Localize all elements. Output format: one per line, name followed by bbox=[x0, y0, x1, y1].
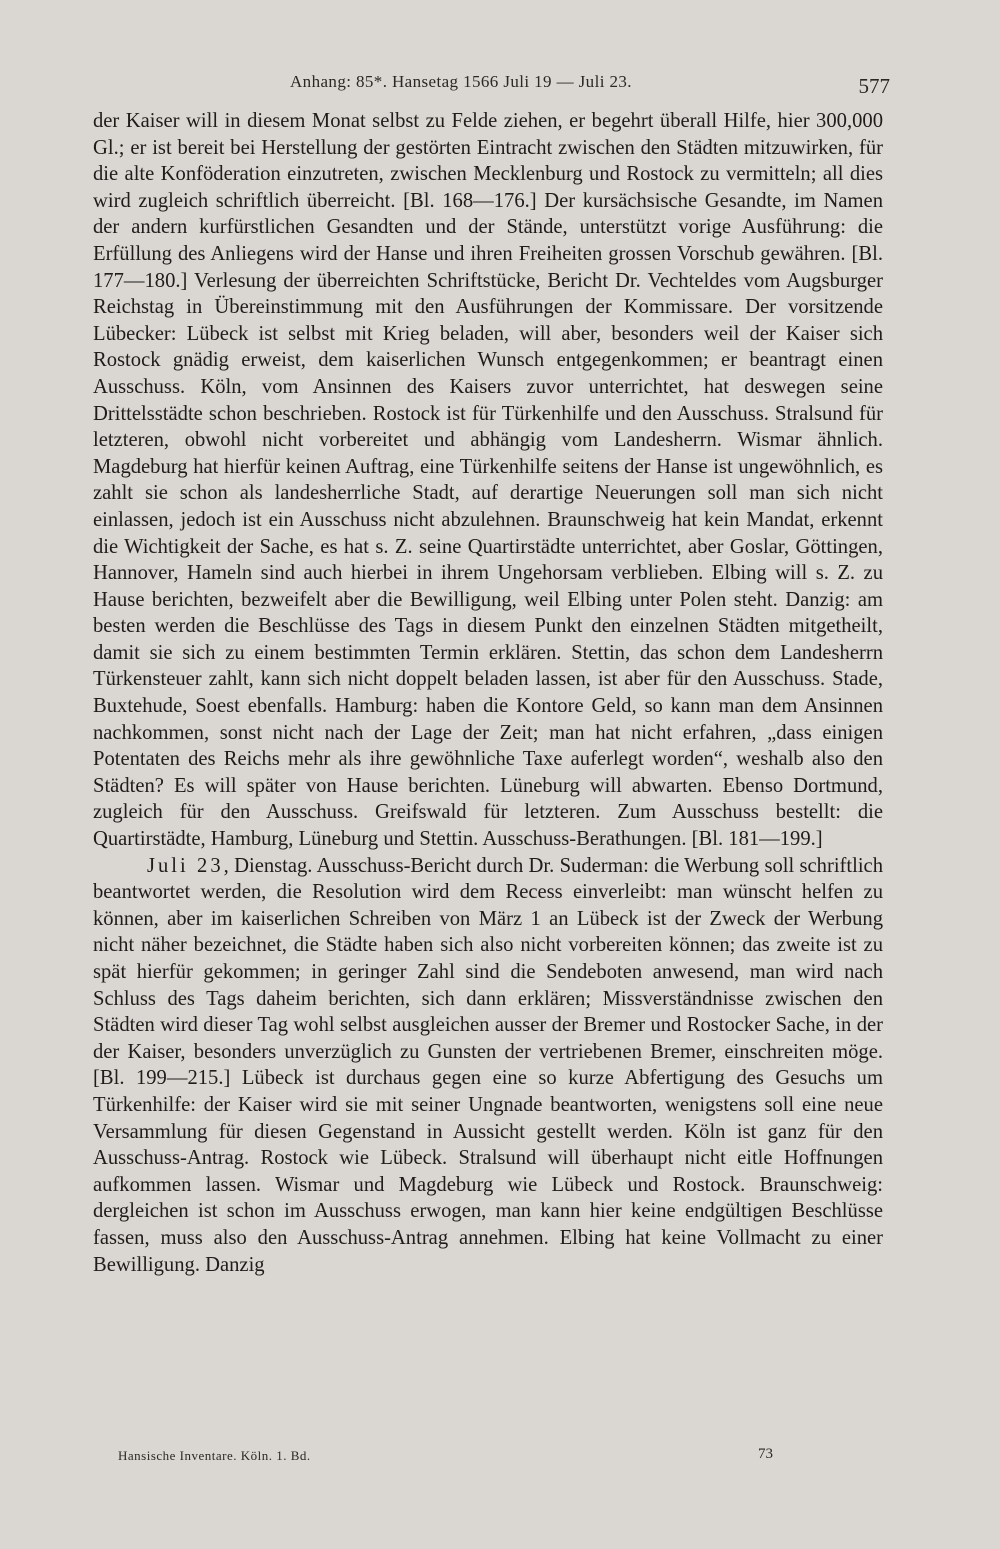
paragraph-2-date: Juli 23 bbox=[147, 854, 224, 877]
footer-sheet-number: 73 bbox=[758, 1446, 773, 1462]
paragraph-1: der Kaiser will in diesem Monat selbst zu Felde ziehen, er begehrt überall Hilfe, hier 300,000 Gl.; er ist bereit bei Herstellung der gestörten Eintracht zwischen den Städten mitzuwirken, für die alte Konföderation einzutreten, zwischen Mecklenburg und Rostock zu vermitteln; all dies wird zugleich schriftlich überreicht. [Bl. 168—176.] Der kursächsische Gesandte, im Namen der andern kurfürstlichen Gesandten und der Stände, unterstützt vorige Ausführung: die Erfüllung des Anliegens wird der Hanse und ihren Freiheiten grossen Vorschub gewähren. [Bl. 177—180.] Verlesung der überreichten Schriftstücke, Bericht Dr. Vechteldes vom Augsburger Reichstag in Übereinstimmung mit den Ausführungen der Kommissare. Der vorsitzende Lübecker: Lübeck ist selbst mit Krieg beladen, will aber, besonders weil der Kaiser sich Rostock gnädig erweist, dem kaiserlichen Wunsch entgegenkommen; er beantragt einen Ausschuss. Köln, vom Ansinnen des Kaisers zuvor unterrichtet, hat deswegen seine Drittelsstädte schon beschrieben. Rostock ist für Türkenhilfe und den Ausschuss. Stralsund für letzteren, obwohl nicht vorbereitet und abhängig vom Landesherrn. Wismar ähnlich. Magdeburg hat hierfür keinen Auftrag, eine Türkenhilfe seitens der Hanse ist ungewöhnlich, es zahlt sie schon als landesherrliche Stadt, auf derartige Neuerungen soll man sich nicht einlassen, jedoch ist ein Ausschuss nicht abzulehnen. Braunschweig hat kein Mandat, erkennt die Wichtigkeit der Sache, es hat s. Z. seine Quartirstädte unterrichtet, aber Goslar, Göttingen, Hannover, Hameln sind auch hierbei in ihrem Ungehorsam verblieben. Elbing will s. Z. zu Hause berichten, bezweifelt aber die Bewilligung, weil Elbing unter Polen steht. Danzig: am besten werden die Beschlüsse des Tags in diesem Punkt den einzelnen Städten mitgetheilt, damit sie sich zu einem bestimmten Termin erklären. Stettin, das schon dem Landesherrn Türkensteuer zahlt, kann sich nicht doppelt beladen lassen, ist aber für den Ausschuss. Stade, Buxtehude, Soest ebenfalls. Hamburg: haben die Kontore Geld, so kann man dem Ansinnen nachkommen, sonst nicht nach der Lage der Zeit; man hat nicht erfahren, „dass einigen Potentaten des Reichs mehr als ihre gewöhnliche Taxe auferlegt worden“, weshalb also den Städten? Es will später von Hause berichten. Lüneburg will abwarten. Ebenso Dortmund, zugleich für den Ausschuss. Greifswald für letzteren. Zum Ausschuss bestellt: die Quartirstädte, Hamburg, Lüneburg und Stettin. Ausschuss-Berathungen. [Bl. 181—199.] bbox=[93, 110, 883, 851]
paragraph-2-text: , Dienstag. Ausschuss-Bericht durch Dr. Suderman: die Werbung soll schriftlich beantwortet werden, die Resolution wird dem Recess einverleibt: man wünscht helfen zu können, aber im kaiserlichen Schreiben von März 1 an Lübeck ist der Zweck der Werbung nicht näher bezeichnet, die Städte haben sich also nicht vorbereiten können; das zweite ist zu spät hierfür gekommen; in geringer Zahl sind die Sendeboten anwesend, man wird nach Schluss des Tags daheim berichten, sich dann erklären; Missverständnisse zwischen den Städten wird dieser Tag wohl selbst ausgleichen ausser der Bremer und Rostocker Sache, in der der Kaiser, besonders unverzüglich zu Gunsten der vertriebenen Bremer, einschreiten möge. [Bl. 199—215.] Lübeck ist durchaus gegen eine so kurze Abfertigung des Gesuchs um Türkenhilfe: der Kaiser wird sie mit seiner Ungnade beantworten, wenigstens soll eine neue Versammlung für diesen Gegenstand in Aussicht gestellt werden. Köln ist ganz für den Ausschuss-Antrag. Rostock wie Lübeck. Stralsund will überhaupt nicht eitle Hoffnungen aufkommen lassen. Wismar und Magdeburg wie Lübeck und Rostock. Braunschweig: dergleichen ist schon im Ausschuss erwogen, man kann hier keine endgültigen Beschlüsse fassen, muss also den Ausschuss-Antrag annehmen. Elbing hat keine Vollmacht zu einer Bewilligung. Danzig bbox=[93, 854, 883, 1276]
paragraph-2 bbox=[93, 853, 883, 1279]
main-text bbox=[93, 108, 883, 1278]
page-number: 577 bbox=[858, 74, 890, 98]
footer-signature: Hansische Inventare. Köln. 1. Bd. bbox=[118, 1448, 311, 1463]
running-head bbox=[0, 72, 1000, 102]
running-title: Anhang: 85*. Hansetag 1566 Juli 19 — Juli 23. bbox=[290, 72, 632, 91]
page-footer bbox=[0, 1448, 1000, 1472]
